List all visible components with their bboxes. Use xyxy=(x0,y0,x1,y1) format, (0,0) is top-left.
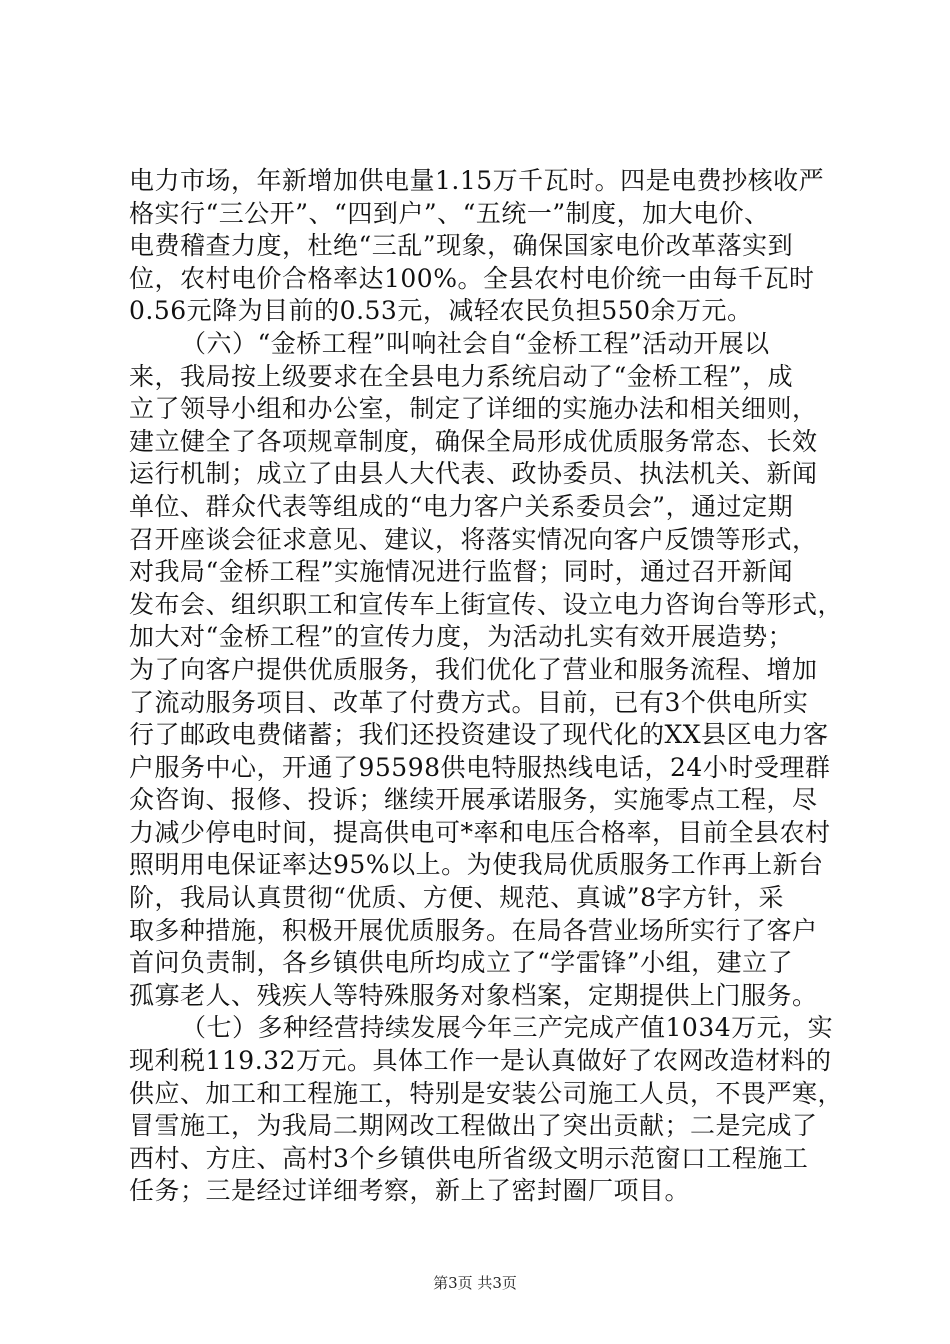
text-line: 建立健全了各项规章制度，确保全局形成优质服务常态、长效 xyxy=(129,426,818,456)
text-line: 格实行“三公开”、“四到户”、“五统一”制度，加大电价、 xyxy=(129,198,770,228)
text-line: 众咨询、报修、投诉；继续开展承诺服务，实施零点工程，尽 xyxy=(129,785,818,815)
text-line: 为了向客户提供优质服务，我们优化了营业和服务流程、增加 xyxy=(129,654,818,684)
text-line: 现利税119.32万元。具体工作一是认真做好了农网改造材料的 xyxy=(129,1046,832,1076)
text-line: 召开座谈会征求意见、建议，将落实情况向客户反馈等形式， xyxy=(129,524,818,554)
text-line: 运行机制；成立了由县人大代表、政协委员、执法机关、新闻 xyxy=(129,459,818,489)
text-line: 立了领导小组和办公室，制定了详细的实施办法和相关细则， xyxy=(129,394,818,424)
text-line: 任务；三是经过详细考察，新上了密封圈厂项目。 xyxy=(129,1176,691,1206)
text-line: 首问负责制，各乡镇供电所均成立了“学雷锋”小组，建立了 xyxy=(129,948,794,978)
paragraph-start-line: （六）“金桥工程”叫响社会自“金桥工程”活动开展以 xyxy=(181,328,770,358)
text-line: 来，我局按上级要求在全县电力系统启动了“金桥工程”，成 xyxy=(129,361,794,391)
text-line: 电力市场，年新增加供电量1.15万千瓦时。四是电费抄核收严 xyxy=(129,166,825,195)
text-line: 0.56元降为目前的0.53元，减轻农民负担550余万元。 xyxy=(129,296,753,326)
text-line: 冒雪施工，为我局二期网改工程做出了突出贡献；二是完成了 xyxy=(129,1111,818,1141)
text-line: 户服务中心，开通了95598供电特服热线电话，24小时受理群 xyxy=(129,752,831,782)
body-text xyxy=(129,165,851,1208)
text-line: 力减少停电时间，提高供电可*率和电压合格率，目前全县农村 xyxy=(129,817,831,847)
text-line: 行了邮政电费储蓄；我们还投资建设了现代化的XX县区电力客 xyxy=(129,720,829,750)
text-line: 位，农村电价合格率达100%。全县农村电价统一由每千瓦时 xyxy=(129,263,815,293)
text-line: 对我局“金桥工程”实施情况进行监督；同时，通过召开新闻 xyxy=(129,557,794,587)
text-line: 西村、方庄、高村3个乡镇供电所省级文明示范窗口工程施工 xyxy=(129,1143,809,1173)
text-line: 单位、群众代表等组成的“电力客户关系委员会”，通过定期 xyxy=(129,491,794,521)
text-line: 发布会、组织职工和宣传车上街宣传、设立电力咨询台等形式， xyxy=(129,589,844,619)
text-line: 了流动服务项目、改革了付费方式。目前，已有3个供电所实 xyxy=(129,687,809,717)
text-line: 孤寡老人、残疾人等特殊服务对象档案，定期提供上门服务。 xyxy=(129,980,818,1010)
paragraph-start-line: （七）多种经营持续发展今年三产完成产值1034万元，实 xyxy=(181,1013,834,1043)
page-number: 第3页 共3页 xyxy=(433,1274,517,1292)
text-line: 加大对“金桥工程”的宣传力度，为活动扎实有效开展造势； xyxy=(129,622,794,652)
text-line: 阶，我局认真贯彻“优质、方便、规范、真诚”8字方针，采 xyxy=(129,883,784,913)
text-line: 取多种措施，积极开展优质服务。在局各营业场所实行了客户 xyxy=(129,915,818,945)
text-line: 电费稽查力度，杜绝“三乱”现象，确保国家电价改革落实到 xyxy=(129,231,794,261)
page-footer xyxy=(0,1272,950,1293)
text-line: 照明用电保证率达95%以上。为使我局优质服务工作再上新台 xyxy=(129,850,824,880)
text-line: 供应、加工和工程施工，特别是安装公司施工人员，不畏严寒， xyxy=(129,1078,844,1108)
